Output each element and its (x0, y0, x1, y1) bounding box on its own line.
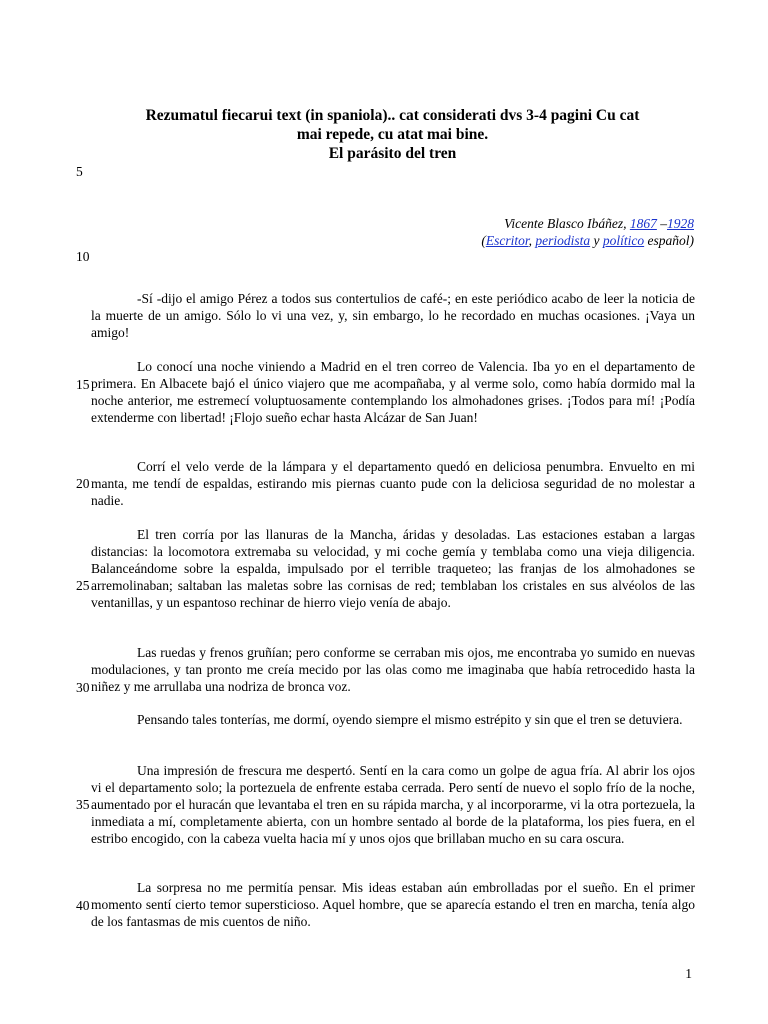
line-number-15: 15 (76, 377, 90, 392)
paragraph-8: La sorpresa no me permitía pensar. Mis ideas estaban aún embrolladas por el sueño. En el primer momento sentí cierto temor supersticioso. Aquel hombre, que se aparecía estando el tren en marcha, tenía algo de los fantasmas de mis cuentos de niño. (91, 880, 695, 929)
line-number-30: 30 (76, 680, 90, 695)
role-separator-2: y (590, 233, 603, 248)
title-line-2: mai repede, cu atat mai bine. (296, 126, 489, 143)
author-line-2 (481, 232, 694, 249)
author-name: Vicente Blasco Ibáñez, (504, 216, 627, 231)
line-number-40: 40 (76, 898, 90, 913)
line-number-10: 10 (76, 249, 90, 264)
document-title (90, 106, 695, 163)
line-number-25: 25 (76, 578, 90, 593)
paragraph-4: El tren corría por las llanuras de la Mancha, áridas y desoladas. Las estaciones estaban a largas distancias: la locomotora extremaba su velocidad, y mi coche gemía y temblaba como una vieja diligencia. Balanceándome sobre la espalda, impulsado por el terrible traqueteo; las franjas de los almohadones se arremolinaban; saltaban las maletas sobre las cornisas de red; temblaban los cristales en sus alvéolos de las ventanillas, y un espantoso rechinar de hierro viejo venía de abajo. (91, 527, 695, 610)
birth-year-link[interactable]: 1867 (629, 216, 657, 231)
author-line-1 (481, 215, 694, 232)
year-dash: – (656, 216, 667, 231)
author-attribution (481, 215, 694, 249)
paragraph-2: Lo conocí una noche viniendo a Madrid en el tren correo de Valencia. Iba yo en el departamento de primera. En Albacete bajó el único viajero que me acompañaba, y al verme solo, como había dormido mal la noche anterior, me estremecí voluptuosamente contemplando los almohadones grises. ¡Todos para mí! ¡Podía extenderme con libertad! ¡Flojo sueño echar hasta Alcázar de San Juan! (91, 359, 695, 425)
page-number: 1 (685, 966, 692, 981)
title-line-3: El parásito del tren (328, 145, 457, 162)
politician-link[interactable]: político (602, 233, 645, 248)
role-tail: español) (644, 233, 694, 248)
journalist-link[interactable]: periodista (535, 233, 591, 248)
writer-link[interactable]: Escritor (485, 233, 529, 248)
open-paren: ( (481, 233, 486, 248)
paragraph-7: Una impresión de frescura me despertó. Sentí en la cara como un golpe de agua fría. Al abrir los ojos vi el departamento solo; la portezuela de enfrente estaba cerrada. Pero sentí de nuevo el soplo frío de la noche, aumentado por el huracán que levantaba el tren en su rápida marcha, y al incorporarme, vi la otra portezuela, la inmediata a mí, completamente abierta, con un hombre sentado al borde de la plataforma, los pies fuera, en el estribo encogido, con la cabeza vuelta hacia mí y unos ojos que brillaban mucho en su cara oscura. (91, 763, 695, 846)
paragraph-6: Pensando tales tonterías, me dormí, oyendo siempre el mismo estrépito y sin que el tren se detuviera. (137, 712, 683, 727)
title-line-1: Rezumatul fiecarui text (in spaniola).. cat considerati dvs 3-4 pagini Cu cat (145, 107, 640, 124)
line-number-5: 5 (76, 164, 83, 179)
role-separator-1: , (528, 233, 536, 248)
death-year-link[interactable]: 1928 (667, 216, 694, 231)
line-number-20: 20 (76, 476, 90, 491)
paragraph-3: Corrí el velo verde de la lámpara y el departamento quedó en deliciosa penumbra. Envuelto en mi manta, me tendí de espaldas, estirando mis piernas cuanto pude con la deliciosa seguridad de no molestar a nadie. (91, 459, 695, 508)
paragraph-5: Las ruedas y frenos gruñían; pero conforme se cerraban mis ojos, me encontraba yo sumido en nuevas modulaciones, y tan pronto me creía mecido por las olas como me imaginaba que había retrocedido hasta la niñez y me arrullaba una nodriza de bronca voz. (91, 645, 695, 694)
line-number-35: 35 (76, 797, 90, 812)
paragraph-1: -Sí -dijo el amigo Pérez a todos sus contertulios de café-; en este periódico acabo de leer la noticia de la muerte de un amigo. Sólo lo vi una vez, y, sin embargo, lo he recordado en muchas ocasiones. ¡Vaya un amigo! (91, 291, 695, 340)
